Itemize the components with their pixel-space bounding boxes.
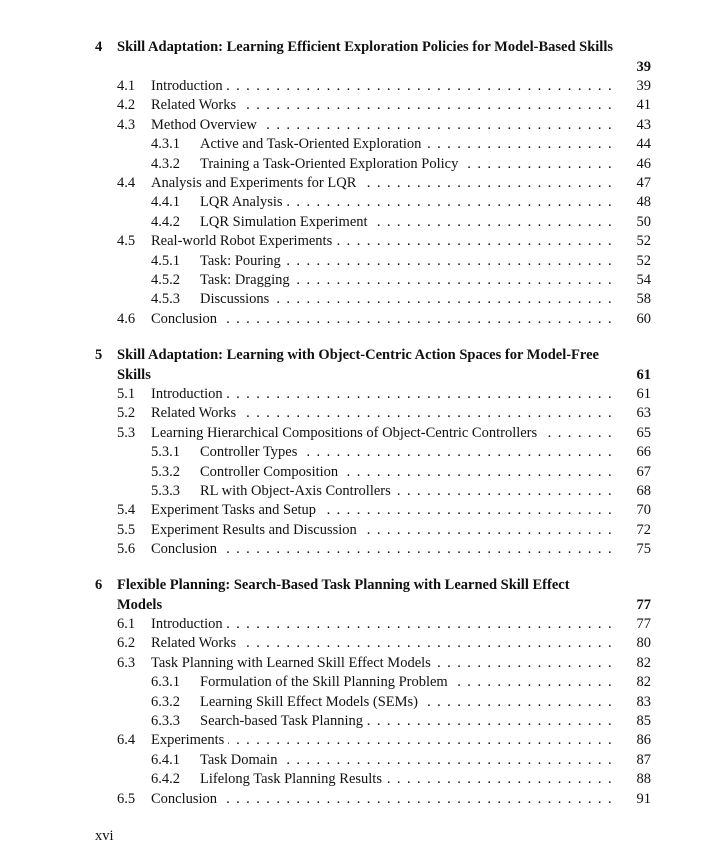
leader-dots xyxy=(361,521,613,540)
section-page: 58 xyxy=(613,290,651,309)
toc-section[interactable] xyxy=(0,424,717,443)
page-number: xvi xyxy=(95,828,114,844)
section-title: Related Works xyxy=(151,404,240,423)
section-page: 65 xyxy=(613,424,651,443)
section-label xyxy=(151,654,651,673)
leader-dots xyxy=(422,693,613,712)
section-label xyxy=(151,521,651,540)
section-page: 72 xyxy=(613,521,651,540)
section-page: 91 xyxy=(613,790,651,809)
chapter-page: 39 xyxy=(636,58,651,75)
section-number: 4.6 xyxy=(117,310,136,327)
chapter-4 xyxy=(0,38,717,327)
section-title: Introduction xyxy=(151,385,227,404)
section-label xyxy=(151,77,651,96)
section-label xyxy=(151,96,651,115)
section-number: 6.3 xyxy=(117,654,136,671)
toc-subsection[interactable] xyxy=(0,770,717,789)
section-title: Controller Types xyxy=(200,443,301,462)
chapter-number: 5 xyxy=(95,347,103,363)
leader-dots xyxy=(273,290,613,309)
section-number: 5.4 xyxy=(117,502,136,519)
chapter-heading[interactable] xyxy=(0,576,717,615)
section-page: 87 xyxy=(613,751,651,770)
toc-section[interactable] xyxy=(0,540,717,559)
section-title: Related Works xyxy=(151,96,240,115)
leader-dots xyxy=(301,443,613,462)
leader-dots xyxy=(336,232,613,251)
chapter-heading[interactable] xyxy=(0,346,717,385)
section-label xyxy=(200,271,651,290)
leader-dots xyxy=(294,271,613,290)
leader-dots xyxy=(435,654,613,673)
section-title: Controller Composition xyxy=(200,463,342,482)
leader-dots xyxy=(285,252,613,271)
leader-dots xyxy=(221,790,613,809)
toc-section[interactable] xyxy=(0,501,717,520)
section-label xyxy=(200,193,651,212)
leader-dots xyxy=(395,482,613,501)
leader-dots xyxy=(452,673,613,692)
section-label xyxy=(200,443,651,462)
leader-dots xyxy=(282,751,613,770)
section-title: Conclusion xyxy=(151,310,221,329)
leader-dots xyxy=(360,174,613,193)
section-label xyxy=(200,290,651,309)
toc-subsection[interactable] xyxy=(0,213,717,232)
section-number: 6.3.2 xyxy=(151,693,180,710)
leader-dots xyxy=(425,135,613,154)
leader-dots xyxy=(287,193,613,212)
section-number: 6.3.1 xyxy=(151,674,180,691)
chapter-6 xyxy=(0,576,717,807)
section-title: Active and Task-Oriented Exploration xyxy=(200,135,425,154)
section-label xyxy=(200,712,651,731)
section-page: 54 xyxy=(613,271,651,290)
section-label xyxy=(200,135,651,154)
leader-dots xyxy=(320,501,613,520)
toc-section[interactable] xyxy=(0,232,717,251)
toc-subsection[interactable] xyxy=(0,751,717,770)
section-title: Task: Pouring xyxy=(200,252,285,271)
section-page: 85 xyxy=(613,712,651,731)
leader-dots xyxy=(462,155,613,174)
section-title: Experiment Results and Discussion xyxy=(151,521,361,540)
section-title: LQR Simulation Experiment xyxy=(200,213,372,232)
chapter-page: 77 xyxy=(636,596,651,613)
section-page: 41 xyxy=(613,96,651,115)
section-number: 6.5 xyxy=(117,790,136,807)
section-page: 47 xyxy=(613,174,651,193)
section-number: 4.5 xyxy=(117,233,136,250)
leader-dots xyxy=(261,116,613,135)
chapter-number: 6 xyxy=(95,577,103,593)
leader-dots xyxy=(386,770,613,789)
section-title: Discussions xyxy=(200,290,273,309)
section-number: 5.2 xyxy=(117,405,136,422)
section-label xyxy=(151,731,651,750)
section-title: Lifelong Task Planning Results xyxy=(200,770,386,789)
section-page: 86 xyxy=(613,731,651,750)
leader-dots xyxy=(541,424,613,443)
leader-dots xyxy=(240,634,613,653)
section-page: 61 xyxy=(613,385,651,404)
toc-subsection[interactable] xyxy=(0,193,717,212)
section-number: 6.4 xyxy=(117,732,136,749)
toc-section[interactable] xyxy=(0,174,717,193)
toc-subsection[interactable] xyxy=(0,693,717,712)
leader-dots xyxy=(367,712,613,731)
section-page: 46 xyxy=(613,155,651,174)
section-label xyxy=(200,693,651,712)
section-label xyxy=(151,174,651,193)
leader-dots xyxy=(227,615,613,634)
toc-subsection[interactable] xyxy=(0,155,717,174)
section-number: 6.1 xyxy=(117,616,136,632)
toc-subsection[interactable] xyxy=(0,463,717,482)
section-label xyxy=(151,310,651,329)
section-label xyxy=(151,424,651,443)
section-page: 77 xyxy=(613,615,651,634)
section-title: Search-based Task Planning xyxy=(200,712,367,731)
section-label xyxy=(151,385,651,404)
toc-subsection[interactable] xyxy=(0,135,717,154)
section-title: Introduction xyxy=(151,77,227,96)
toc-section[interactable] xyxy=(0,96,717,115)
section-page: 43 xyxy=(613,116,651,135)
section-label xyxy=(200,155,651,174)
section-label xyxy=(151,404,651,423)
section-title: Analysis and Experiments for LQR xyxy=(151,174,360,193)
section-label xyxy=(151,540,651,559)
section-label xyxy=(151,501,651,520)
section-label xyxy=(200,213,651,232)
toc-subsection[interactable] xyxy=(0,482,717,501)
toc-section[interactable] xyxy=(0,385,717,404)
section-page: 70 xyxy=(613,501,651,520)
section-title: Experiment Tasks and Setup xyxy=(151,501,320,520)
leader-dots xyxy=(221,310,613,329)
section-title: Training a Task-Oriented Exploration Policy xyxy=(200,155,462,174)
section-page: 83 xyxy=(613,693,651,712)
section-title: Learning Skill Effect Models (SEMs) xyxy=(200,693,422,712)
section-page: 52 xyxy=(613,232,651,251)
section-page: 50 xyxy=(613,213,651,232)
leader-dots xyxy=(227,77,613,96)
toc-section[interactable] xyxy=(0,615,717,634)
section-page: 66 xyxy=(613,443,651,462)
section-number: 4.3.1 xyxy=(151,136,180,153)
section-page: 39 xyxy=(613,77,651,96)
section-title: Learning Hierarchical Compositions of Object-Centric Controllers xyxy=(151,424,541,443)
chapter-heading[interactable] xyxy=(0,38,717,77)
section-page: 82 xyxy=(613,673,651,692)
section-title: Task: Dragging xyxy=(200,271,294,290)
section-label xyxy=(200,751,651,770)
section-label xyxy=(151,116,651,135)
section-page: 44 xyxy=(613,135,651,154)
section-label xyxy=(151,615,651,634)
section-page: 82 xyxy=(613,654,651,673)
section-title: Conclusion xyxy=(151,540,221,559)
leader-dots xyxy=(240,96,613,115)
section-label xyxy=(200,673,651,692)
toc-section[interactable] xyxy=(0,310,717,329)
section-number: 4.3.2 xyxy=(151,155,180,172)
toc-subsection[interactable] xyxy=(0,673,717,692)
chapter-title: Skill Adaptation: Learning with Object-Centric Action Spaces for Model-Free Skills xyxy=(117,347,599,383)
section-label xyxy=(151,232,651,251)
section-number: 4.2 xyxy=(117,97,136,114)
section-title: LQR Analysis xyxy=(200,193,287,212)
section-number: 4.4.2 xyxy=(151,213,180,230)
section-page: 80 xyxy=(613,634,651,653)
chapter-number: 4 xyxy=(95,39,103,55)
toc-section[interactable] xyxy=(0,77,717,96)
section-number: 4.4.1 xyxy=(151,194,180,211)
section-number: 6.2 xyxy=(117,635,136,652)
section-title: Introduction xyxy=(151,615,227,634)
toc-section[interactable] xyxy=(0,654,717,673)
chapter-title: Flexible Planning: Search-Based Task Planning with Learned Skill Effect Models xyxy=(117,577,570,613)
toc-subsection[interactable] xyxy=(0,271,717,290)
section-number: 5.3.3 xyxy=(151,483,180,499)
section-number: 4.1 xyxy=(117,78,136,94)
section-page: 48 xyxy=(613,193,651,212)
toc-subsection[interactable] xyxy=(0,290,717,309)
section-number: 4.5.2 xyxy=(151,272,180,288)
section-title: Related Works xyxy=(151,634,240,653)
toc-section[interactable] xyxy=(0,521,717,540)
section-title: Method Overview xyxy=(151,116,261,135)
section-number: 4.4 xyxy=(117,175,136,191)
leader-dots xyxy=(240,404,613,423)
toc-section[interactable] xyxy=(0,731,717,750)
toc-subsection[interactable] xyxy=(0,252,717,271)
section-label xyxy=(200,463,651,482)
leader-dots xyxy=(342,463,613,482)
toc-section[interactable] xyxy=(0,634,717,653)
section-number: 4.5.3 xyxy=(151,291,180,308)
section-title: Conclusion xyxy=(151,790,221,809)
section-title: Task Planning with Learned Skill Effect Models xyxy=(151,654,435,673)
section-label xyxy=(200,770,651,789)
toc-section[interactable] xyxy=(0,116,717,135)
section-number: 5.6 xyxy=(117,541,136,558)
section-number: 4.3 xyxy=(117,116,136,133)
section-number: 6.4.2 xyxy=(151,771,180,788)
section-number: 6.4.1 xyxy=(151,751,180,768)
toc-section[interactable] xyxy=(0,404,717,423)
section-label xyxy=(200,252,651,271)
section-page: 68 xyxy=(613,482,651,501)
leader-dots xyxy=(228,731,613,750)
section-number: 5.3.1 xyxy=(151,444,180,461)
section-page: 60 xyxy=(613,310,651,329)
section-number: 5.5 xyxy=(117,521,136,538)
section-label xyxy=(151,634,651,653)
section-number: 5.3 xyxy=(117,424,136,441)
section-page: 88 xyxy=(613,770,651,789)
section-number: 4.5.1 xyxy=(151,252,180,269)
section-title: Real-world Robot Experiments xyxy=(151,232,336,251)
leader-dots xyxy=(221,540,613,559)
toc-subsection[interactable] xyxy=(0,443,717,462)
toc-subsection[interactable] xyxy=(0,712,717,731)
section-title: Task Domain xyxy=(200,751,282,770)
section-label xyxy=(151,790,651,809)
chapter-5 xyxy=(0,346,717,558)
section-page: 52 xyxy=(613,252,651,271)
section-label xyxy=(200,482,651,501)
section-number: 5.1 xyxy=(117,386,136,402)
section-page: 67 xyxy=(613,463,651,482)
section-title: RL with Object-Axis Controllers xyxy=(200,482,395,501)
section-title: Experiments xyxy=(151,731,228,750)
section-page: 63 xyxy=(613,404,651,423)
chapter-title: Skill Adaptation: Learning Efficient Exploration Policies for Model-Based Skills xyxy=(117,39,613,55)
section-title: Formulation of the Skill Planning Problem xyxy=(200,673,452,692)
section-page: 75 xyxy=(613,540,651,559)
section-number: 6.3.3 xyxy=(151,713,180,729)
chapter-page: 61 xyxy=(636,366,651,383)
leader-dots xyxy=(372,213,613,232)
toc-section[interactable] xyxy=(0,790,717,809)
section-number: 5.3.2 xyxy=(151,463,180,480)
leader-dots xyxy=(227,385,613,404)
